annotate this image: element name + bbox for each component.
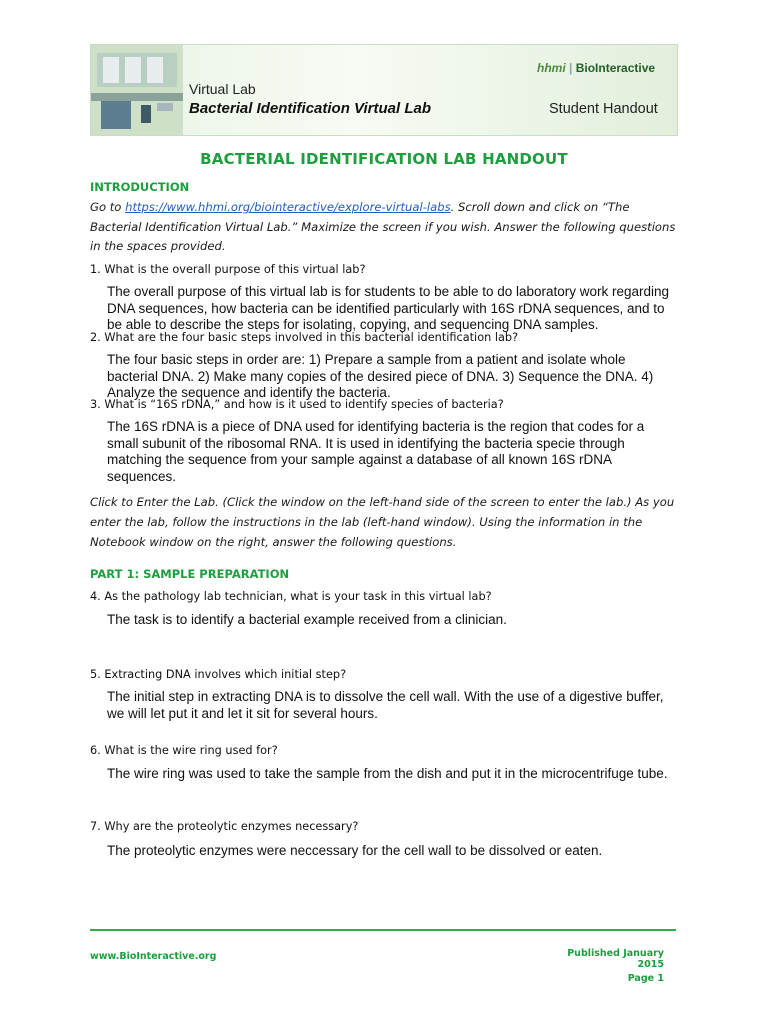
answer-2: The four basic steps in order are: 1) Prepare a sample from a patient and isolate whole bacterial DNA. 2) Make many copies of the desired piece of DNA. 3) Sequence the DNA. 4) Analyze the sequence and identify the bacteria. xyxy=(107,352,654,400)
intro-rest: . Scroll down and click on “The Bacterial Identification Virtual Lab.” Maximize the screen if you wish. Answer the following questions in the spaces provided. xyxy=(90,200,676,253)
question-7: 7. Why are the proteolytic enzymes necessary? xyxy=(90,820,359,833)
banner-kicker: Virtual Lab xyxy=(189,81,256,97)
footer-page-number: Page 1 xyxy=(627,973,664,984)
hhmi-logo-text: hhmi xyxy=(537,61,566,75)
enter-lab-instructions: Click to Enter the Lab. (Click the window on the left-hand side of the screen to enter the lab.) As you enter the lab, follow the instructions in the lab (left-hand window). Using the information in the Notebook window on the right, answer the following questions. xyxy=(90,495,675,549)
question-1: 1. What is the overall purpose of this virtual lab? xyxy=(90,263,366,276)
introduction-heading: INTRODUCTION xyxy=(90,180,190,194)
lab-illustration xyxy=(91,45,183,135)
answer-6: The wire ring was used to take the sample from the dish and put it in the microcentrifuge tube. xyxy=(107,766,668,781)
question-4: 4. As the pathology lab technician, what is your task in this virtual lab? xyxy=(90,590,492,603)
question-3: 3. What is “16S rDNA,” and how is it used to identify species of bacteria? xyxy=(90,398,504,411)
part-1-heading: PART 1: SAMPLE PREPARATION xyxy=(90,567,290,581)
student-handout-label: Student Handout xyxy=(549,101,658,117)
question-2: 2. What are the four basic steps involved in this bacterial identification lab? xyxy=(90,331,519,344)
question-5: 5. Extracting DNA involves which initial step? xyxy=(90,668,347,681)
header-banner xyxy=(90,44,678,136)
banner-title: Bacterial Identification Virtual Lab xyxy=(189,100,431,117)
footer-published-date: Published January 2015 xyxy=(567,948,664,970)
question-6: 6. What is the wire ring used for? xyxy=(90,744,278,757)
answer-1: The overall purpose of this virtual lab is for students to be able to do laboratory work regarding DNA sequences, how bacteria can be identified particularly with 16S rDNA sequences, and to be able to describe the steps for isolating, copying, and sequencing DNA samples. xyxy=(107,284,670,332)
virtual-labs-link[interactable]: https://www.hhmi.org/biointeractive/explore-virtual-labs xyxy=(125,200,451,214)
document-title: BACTERIAL IDENTIFICATION LAB HANDOUT xyxy=(200,150,568,168)
brand-logo: hhmi | BioInteractive xyxy=(537,61,656,75)
answer-5: The initial step in extracting DNA is to dissolve the cell wall. With the use of a digestive buffer, we will let put it and let it sit for several hours. xyxy=(107,689,664,721)
biointeractive-logo-text: BioInteractive xyxy=(575,61,656,75)
footer-website[interactable]: www.BioInteractive.org xyxy=(90,951,217,962)
introduction-text xyxy=(90,198,678,257)
answer-7: The proteolytic enzymes were neccessary for the cell wall to be dissolved or eaten. xyxy=(107,843,603,858)
answer-4: The task is to identify a bacterial example received from a clinician. xyxy=(107,612,507,627)
intro-go-to: Go to xyxy=(90,200,126,214)
answer-3: The 16S rDNA is a piece of DNA used for identifying bacteria is the region that codes for a small subunit of the ribosomal RNA. It is used in identifying the bacteria specie through matching the sequence from your sample against a database of all known 16S rDNA sequences. xyxy=(107,419,645,484)
footer-divider xyxy=(90,929,676,931)
